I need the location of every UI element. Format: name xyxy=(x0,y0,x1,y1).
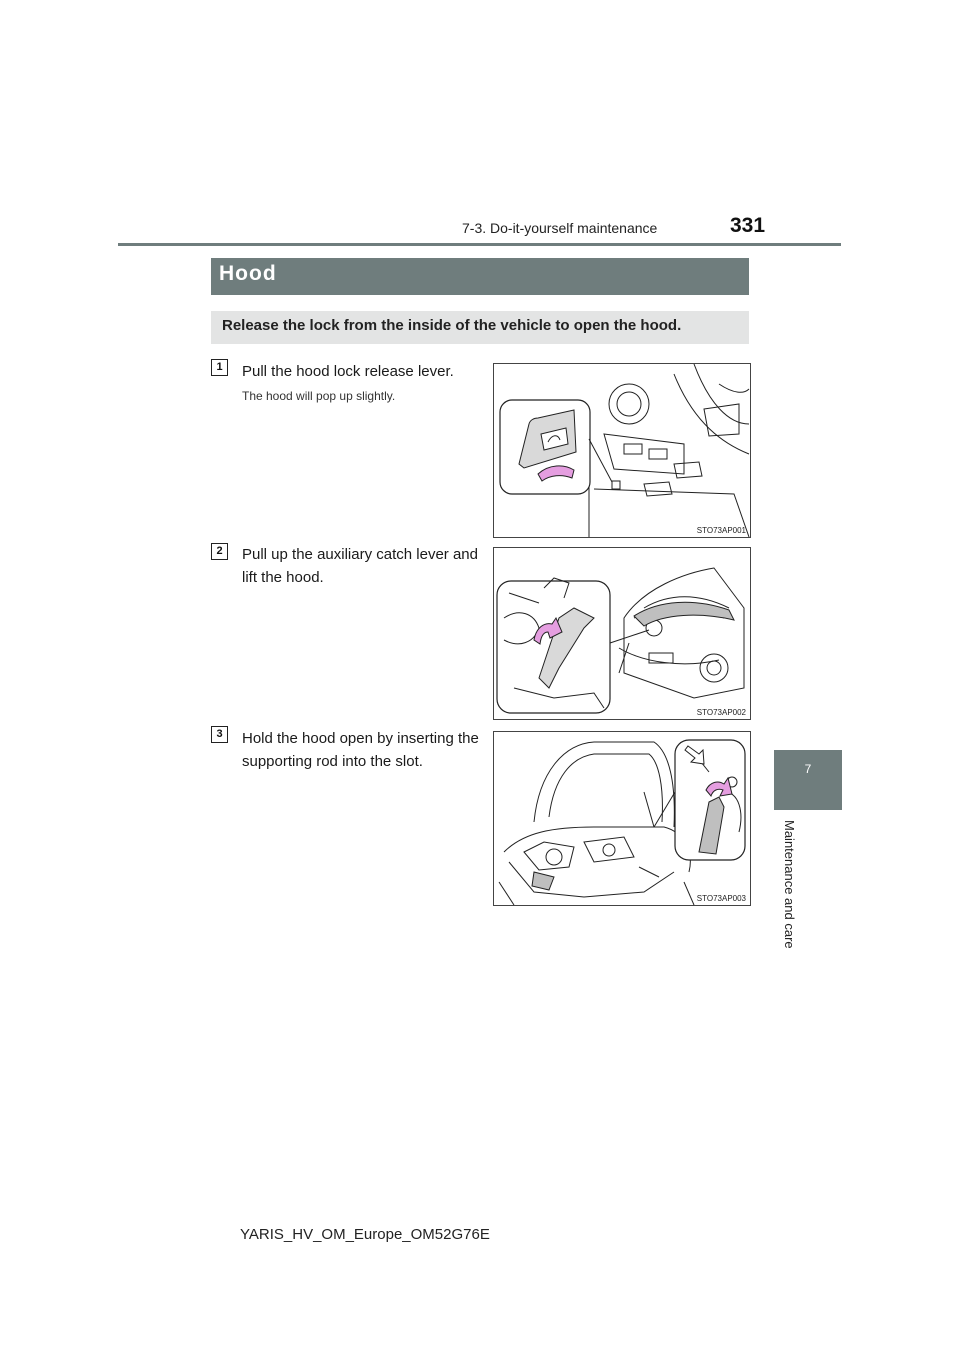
figure-supporting-rod xyxy=(493,731,751,906)
document-code: YARIS_HV_OM_Europe_OM52G76E xyxy=(240,1226,490,1243)
chapter-tab xyxy=(774,750,842,810)
step-3-text: Hold the hood open by inserting the supporting rod into the slot. xyxy=(242,730,479,770)
figure-hood-release-lever xyxy=(493,363,751,538)
step-1-note: The hood will pop up slightly. xyxy=(242,389,396,403)
step-2-number: 2 xyxy=(211,543,228,560)
step-1-text: Pull the hood lock release lever. xyxy=(242,363,454,380)
step-1-number: 1 xyxy=(211,359,228,376)
figure-code: STO73AP002 xyxy=(696,708,746,717)
lead-text: Release the lock from the inside of the vehicle to open the hood. xyxy=(222,317,682,334)
figure-auxiliary-catch-lever xyxy=(493,547,751,720)
chapter-number: 7 xyxy=(804,762,812,776)
engine-bay-illustration xyxy=(494,732,750,905)
section-banner xyxy=(211,258,749,295)
dashboard-illustration xyxy=(494,364,750,537)
page-title: Hood xyxy=(219,262,277,285)
chapter-title: Maintenance and care xyxy=(782,820,797,949)
page-number: 331 xyxy=(730,214,766,237)
figure-code: STO73AP001 xyxy=(696,526,746,535)
step-3-number: 3 xyxy=(211,726,228,743)
figure-code: STO73AP003 xyxy=(696,894,746,903)
section-title: 7-3. Do-it-yourself maintenance xyxy=(462,220,658,236)
hood-catch-illustration xyxy=(494,548,750,719)
header-rule xyxy=(118,243,841,246)
step-2-text: Pull up the auxiliary catch lever and lift the hood. xyxy=(242,546,478,586)
